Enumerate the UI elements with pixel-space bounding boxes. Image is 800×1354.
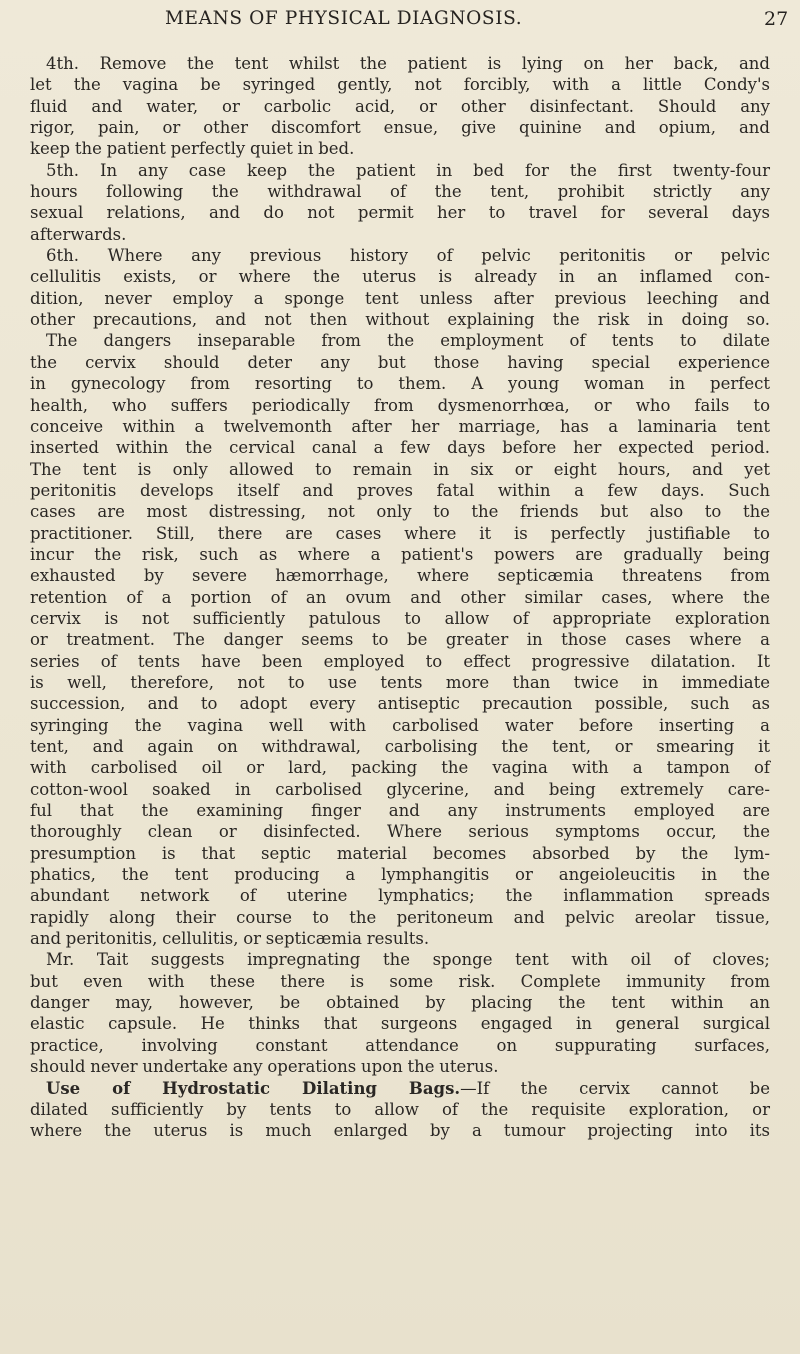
text-line: thoroughly clean or disinfected. Where serious symptoms occur, the [30,822,770,842]
body-text [30,53,770,1142]
text-line: practice, involving constant attendance on suppurating surfaces, [30,1035,770,1055]
text-line: where the uterus is much enlarged by a tumour projecting into its [30,1121,770,1141]
text-line: incur the risk, such as where a patient's powers are gradually being [30,544,770,564]
text-line: inserted within the cervical canal a few days before her expected period. [30,438,770,458]
subheading-line [30,1078,770,1099]
text-line: let the vagina be syringed gently, not forcibly, with a little Condy's [30,75,770,95]
text-line: rigor, pain, or other discomfort ensue, give quinine and opium, and [30,118,770,138]
text-line: abundant network of uterine lymphatics; the inflammation spreads [30,886,770,906]
text-line: hours following the withdrawal of the tent, prohibit strictly any [30,182,770,202]
text-line: keep the patient perfectly quiet in bed. [30,139,355,159]
text-line: sexual relations, and do not permit her to travel for several days [30,203,770,223]
text-line: other precautions, and not then without explaining the risk in doing so. [30,310,770,330]
text-line: presumption is that septic material becomes absorbed by the lym- [30,843,770,863]
text-line: conceive within a twelvemonth after her marriage, has a laminaria tent [30,416,770,436]
text-line: but even with these there is some risk. Complete immunity from [30,971,770,991]
text-line: cotton-wool soaked in carbolised glycerine, and being extremely care- [30,779,770,799]
text-line: retention of a portion of an ovum and other similar cases, where the [30,587,770,607]
text-line: dition, never employ a sponge tent unless after previous leeching and [30,288,770,308]
text-line: danger may, however, be obtained by placing the tent within an [30,993,770,1013]
text-line: series of tents have been employed to effect progressive dilatation. It [30,651,770,671]
text-line: and peritonitis, cellulitis, or septicæmia results. [30,929,430,949]
subheading-text: —If the cervix cannot be [460,1078,770,1098]
text-line: Mr. Tait suggests impregnating the sponge tent with oil of cloves; [46,950,770,970]
text-line: cervix is not sufficiently patulous to allow of appropriate exploration [30,608,770,628]
text-line: 4th. Remove the tent whilst the patient is lying on her back, and [46,54,770,73]
text-line: syringing the vagina well with carbolised water before inserting a [30,715,770,735]
text-line: health, who suffers periodically from dysmenorrhœa, or who fails to [30,395,770,415]
page-number: 27 [764,8,789,30]
subheading-title: Use of Hydrostatic Dilating Bags. [46,1078,461,1098]
text-line: phatics, the tent producing a lymphangitis or angeioleucitis in the [30,865,770,885]
page-header [0,4,800,44]
text-line: the cervix should deter any but those having special experience [30,352,770,372]
text-line: rapidly along their course to the peritoneum and pelvic areolar tissue, [30,907,770,927]
text-line: cellulitis exists, or where the uterus is already in an inflamed con- [30,267,770,287]
text-line: afterwards. [30,224,127,244]
text-line: or treatment. The danger seems to be greater in those cases where a [30,630,770,650]
text-line: 5th. In any case keep the patient in bed for the first twenty-four [46,160,770,180]
text-line: is well, therefore, not to use tents more than twice in immediate [30,672,770,692]
text-line: cases are most distressing, not only to the friends but also to the [30,502,770,522]
text-line: in gynecology from resorting to them. A young woman in perfect [30,374,770,394]
text-line: elastic capsule. He thinks that surgeons engaged in general surgical [30,1014,770,1034]
text-line: 6th. Where any previous history of pelvic peritonitis or pelvic [46,246,770,266]
text-line: exhausted by severe hæmorrhage, where septicæmia threatens from [30,566,770,586]
text-line: The tent is only allowed to remain in six or eight hours, and yet [30,459,770,479]
text-line: succession, and to adopt every antiseptic precaution possible, such as [30,694,770,714]
running-head: MEANS OF PHYSICAL DIAGNOSIS. [165,8,523,29]
text-line: fluid and water, or carbolic acid, or other disinfectant. Should any [30,96,770,116]
text-line: should never undertake any operations upon the uterus. [30,1057,499,1077]
text-line: tent, and again on withdrawal, carbolising the tent, or smearing it [30,737,770,756]
text-line: dilated sufficiently by tents to allow of the requisite exploration, or [30,1099,770,1119]
text-line: peritonitis develops itself and proves fatal within a few days. Such [30,480,770,500]
text-line: The dangers inseparable from the employment of tents to dilate [46,331,770,351]
text-line: ful that the examining finger and any instruments employed are [30,801,770,821]
text-line: with carbolised oil or lard, packing the vagina with a tampon of [30,758,770,778]
text-line: practitioner. Still, there are cases where it is perfectly justifiable to [30,523,770,543]
